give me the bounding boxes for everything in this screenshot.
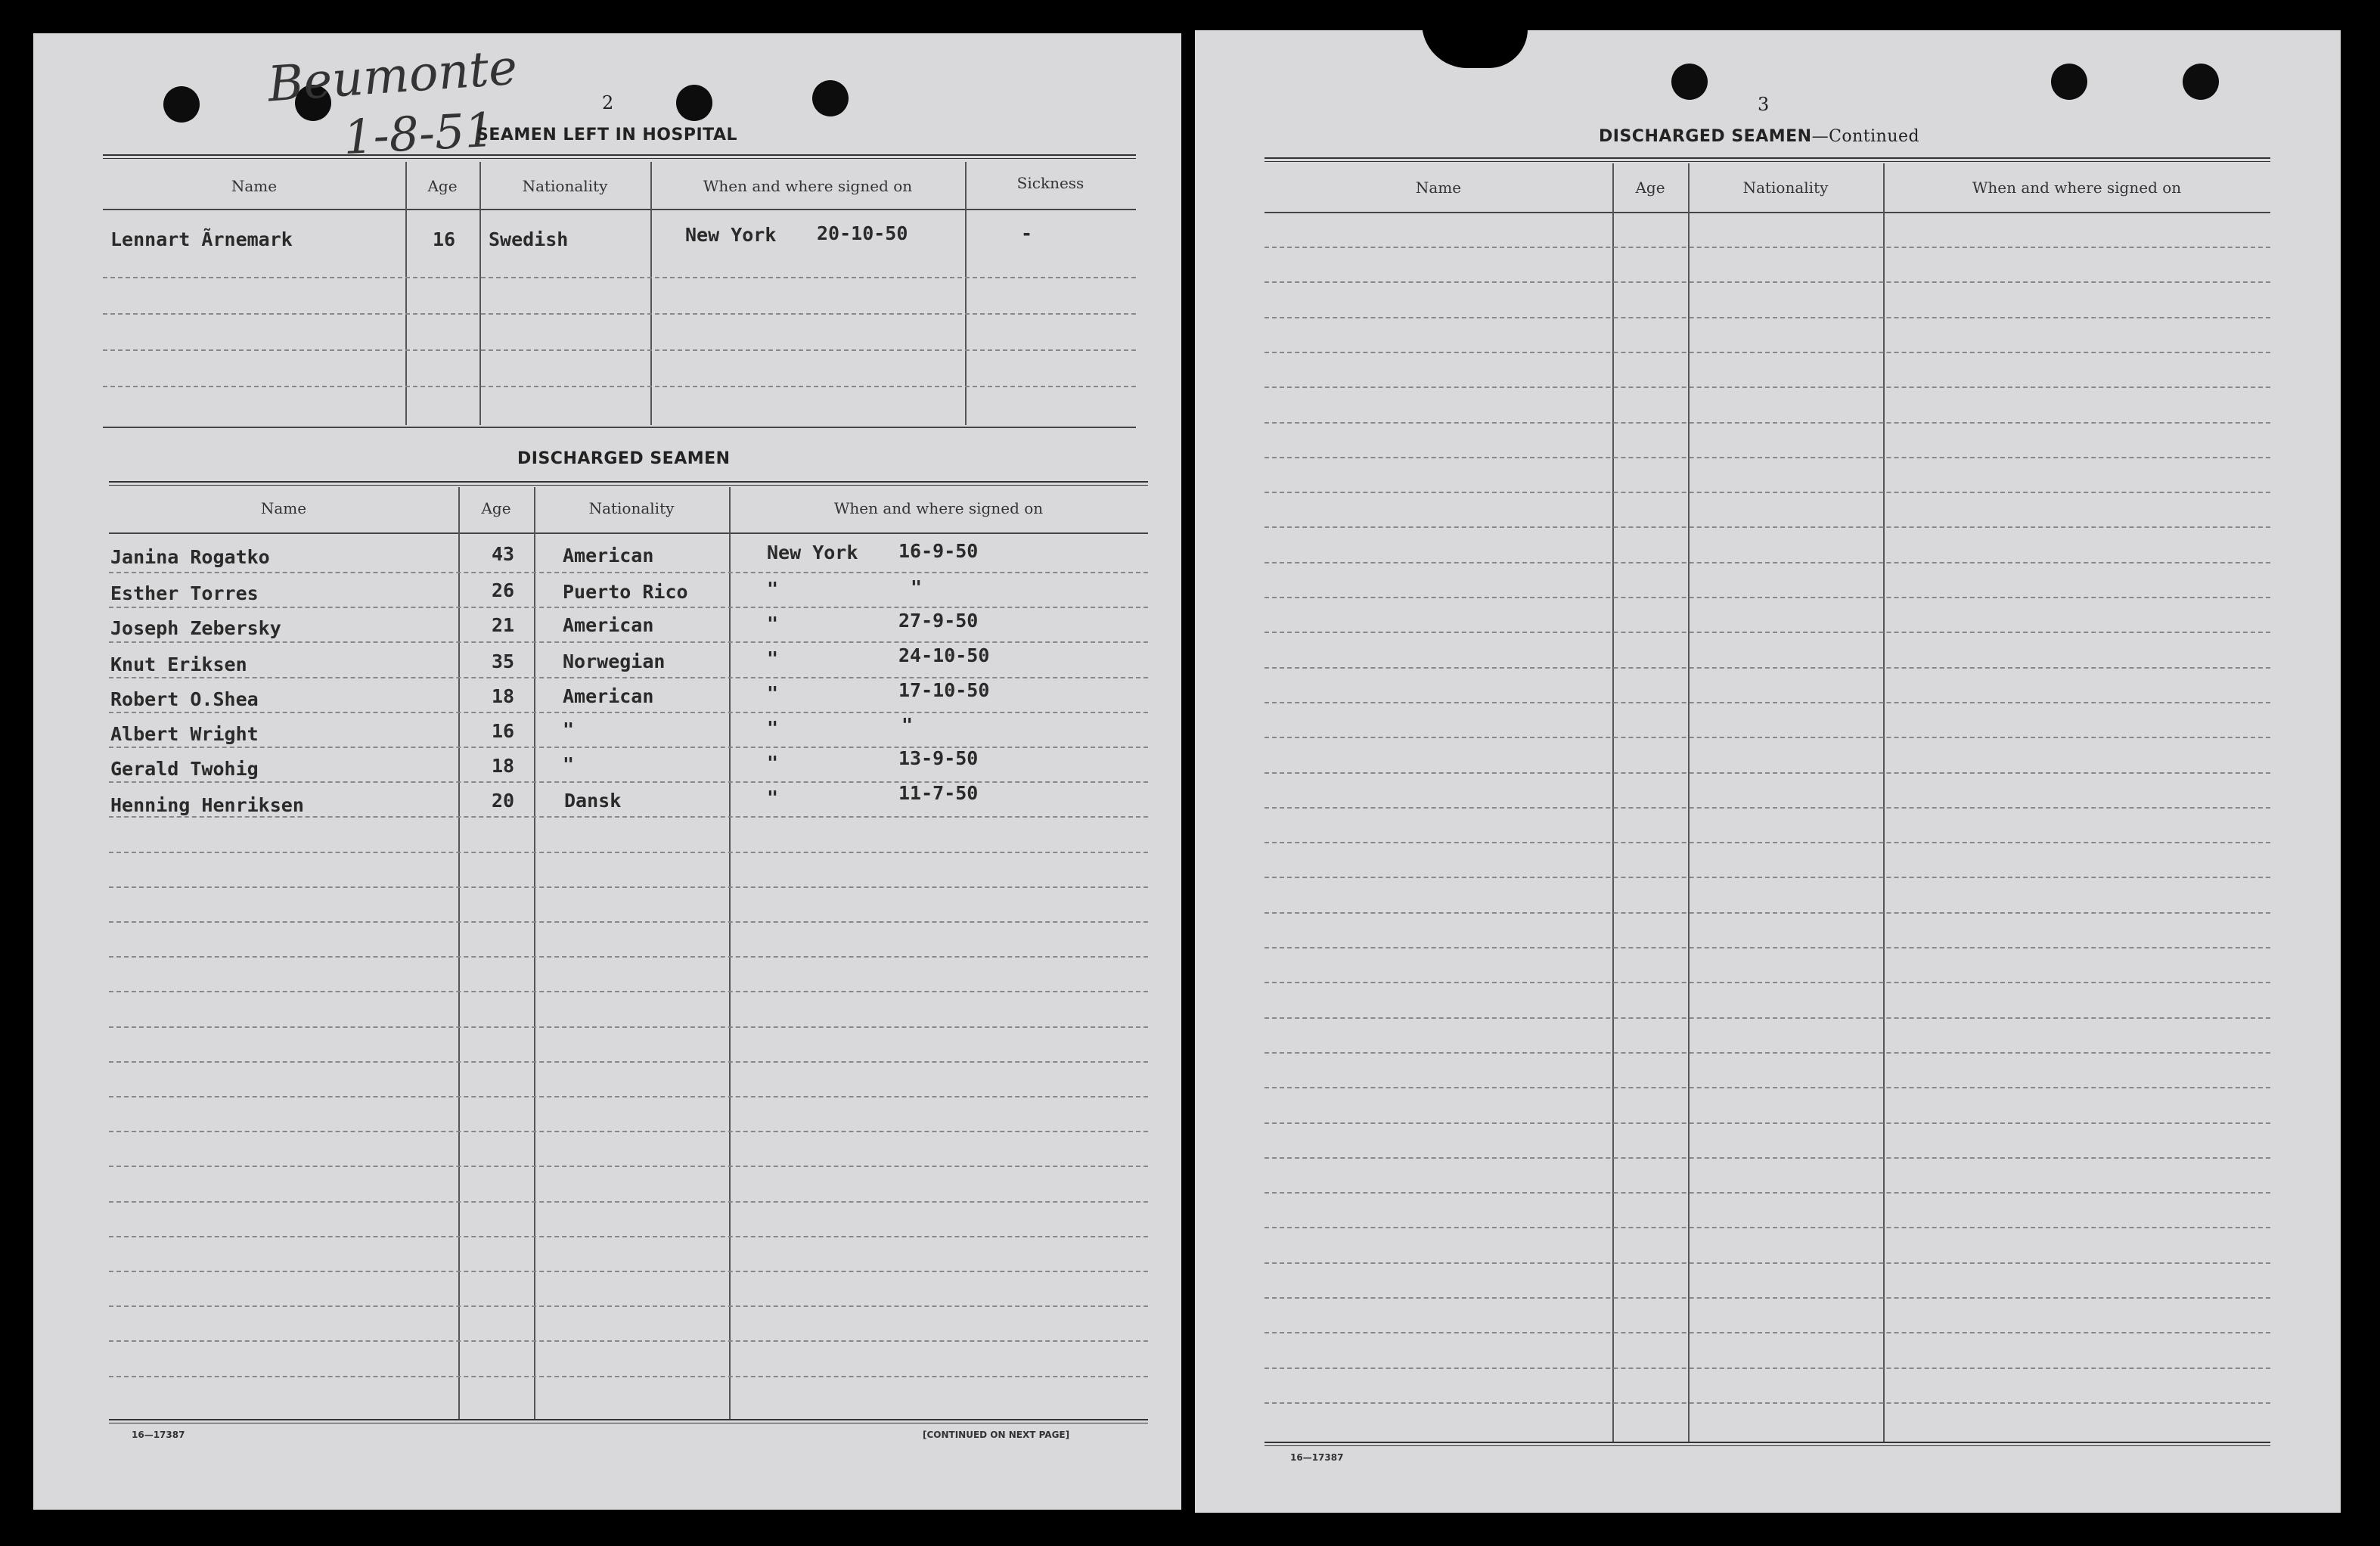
hospital-name: Lennart Ãrnemark [110,228,293,250]
row-line [1264,1017,2270,1019]
hospital-date: 20-10-50 [817,222,908,244]
row-line [109,1340,1148,1342]
handwritten-ship-name: Beumonte [265,39,520,113]
row-line [1264,1297,2270,1299]
seaman-place: " [767,717,779,739]
hospital-sickness: - [1021,222,1033,244]
top-rule [1264,157,2270,162]
row-line [109,1166,1148,1167]
row-line [109,572,1148,573]
punch-hole [2051,64,2087,100]
row-line [109,1026,1148,1028]
row-line [1264,492,2270,493]
row-line [1264,947,2270,948]
row-line [1264,737,2270,738]
col-header-age: Age [1635,179,1665,197]
row-line [1264,1122,2270,1124]
seaman-place: " [767,787,779,809]
seaman-age: 20 [492,790,515,812]
seaman-age: 18 [492,685,515,707]
row-line [1264,1332,2270,1333]
col-header-signed-on: When and where signed on [703,177,913,195]
seaman-name: Knut Eriksen [110,653,247,675]
row-line [1264,667,2270,669]
row-line [1264,1402,2270,1404]
seaman-place: " [767,647,779,669]
row-line [109,1305,1148,1307]
discharged-bottom-rule [109,1419,1148,1423]
row-line [109,852,1148,853]
col-header-sickness: Sickness [1016,174,1084,192]
col-header-nationality: Nationality [522,177,608,195]
page-number: 2 [602,92,614,113]
col-divider [458,487,460,1419]
seaman-date: 13-9-50 [898,747,979,769]
row-line [109,781,1148,783]
row-line [1264,632,2270,633]
seaman-date: 11-7-50 [898,782,979,804]
torn-edge [1422,23,1528,68]
row-line [109,607,1148,608]
seaman-nationality: " [563,719,575,740]
seaman-place: " [767,613,779,635]
row-line [1264,562,2270,563]
hospital-nationality: Swedish [489,228,569,250]
row-line [1264,807,2270,809]
row-line [1264,597,2270,598]
punch-hole [1671,64,1708,100]
row-line [109,1236,1148,1237]
row-line [1264,877,2270,878]
row-line [1264,526,2270,528]
right-page [1195,30,2341,1513]
seaman-nationality: American [563,685,654,707]
row-line [103,313,1136,315]
discharged-top-rule [109,481,1148,486]
seaman-nationality: Norwegian [563,650,666,672]
row-line [1264,912,2270,914]
seaman-nationality: American [563,545,654,567]
seaman-age: 43 [492,543,515,565]
row-line [1264,842,2270,843]
seaman-age: 18 [492,755,515,777]
col-header-age: Age [481,499,511,517]
seaman-name: Albert Wright [110,723,259,745]
col-header-name: Name [231,177,278,195]
hospital-header-rule [103,209,1136,210]
header-rule [1264,212,2270,213]
title-text: DISCHARGED SEAMEN [1599,127,1812,146]
row-line [109,956,1148,958]
row-line [109,1061,1148,1063]
row-line [103,277,1136,278]
row-line [109,1131,1148,1132]
row-line [1264,352,2270,353]
row-line [1264,1367,2270,1369]
seaman-age: 21 [492,614,515,636]
form-number: 16—17387 [1290,1452,1344,1463]
row-line [1264,772,2270,774]
seaman-nationality: American [563,614,654,636]
seaman-name: Joseph Zebersky [110,617,281,639]
form-number: 16—17387 [132,1430,185,1440]
row-line [109,1271,1148,1272]
col-divider [1688,163,1690,1443]
col-header-age: Age [427,177,458,195]
seaman-date: " [911,576,923,598]
handwritten-date: 1-8-51 [342,101,496,166]
col-divider [534,487,535,1419]
seaman-date: 24-10-50 [898,644,990,666]
hospital-age: 16 [433,228,456,250]
title-suffix: —Continued [1811,127,1920,146]
row-line [1264,982,2270,983]
seaman-name: Gerald Twohig [110,758,259,780]
row-line [1264,1192,2270,1194]
row-line [109,1376,1148,1377]
seaman-place: " [767,682,779,704]
row-line [1264,1052,2270,1054]
seaman-name: Janina Rogatko [110,546,270,568]
row-line [109,991,1148,992]
punch-hole [676,85,712,121]
row-line [1264,386,2270,388]
col-header-name: Name [260,499,307,517]
col-divider [1612,163,1614,1443]
row-line [1264,1262,2270,1264]
col-header-nationality: Nationality [1742,179,1829,197]
row-line [1264,281,2270,283]
seaman-name: Henning Henriksen [110,794,304,816]
seaman-date: 27-9-50 [898,610,979,632]
punch-hole [2183,64,2219,100]
row-line [103,349,1136,351]
bottom-rule [1264,1442,2270,1446]
row-line [1264,1157,2270,1159]
row-line [109,747,1148,748]
row-line [1264,702,2270,703]
seaman-age: 16 [492,720,515,742]
punch-hole [812,80,849,116]
seaman-place: " [767,578,779,600]
row-line [1264,247,2270,248]
left-page [33,33,1181,1510]
row-line [103,386,1136,387]
seaman-date: 17-10-50 [898,679,990,701]
col-header-signed-on: When and where signed on [1972,179,2182,197]
col-header-name: Name [1415,179,1462,197]
hospital-bottom-rule [103,427,1136,428]
seaman-name: Esther Torres [110,582,259,604]
seaman-date: " [901,714,914,736]
row-line [109,712,1148,713]
row-line [109,1096,1148,1097]
row-line [1264,1087,2270,1088]
hospital-top-rule [103,154,1136,159]
row-line [109,677,1148,678]
seaman-nationality: Dansk [564,790,622,812]
seaman-age: 35 [492,650,515,672]
discharged-continued-title [1599,127,1919,146]
row-line [109,921,1148,923]
col-divider [729,487,731,1419]
seaman-date: 16-9-50 [898,540,979,562]
continued-note: [CONTINUED ON NEXT PAGE] [923,1430,1070,1440]
seaman-place: New York [767,542,858,563]
row-line [109,886,1148,888]
seaman-nationality: Puerto Rico [563,581,688,603]
hospital-section-title: SEAMEN LEFT IN HOSPITAL [476,126,738,144]
row-line [109,641,1148,643]
punch-hole [163,86,200,123]
discharged-section-title: DISCHARGED SEAMEN [517,449,731,468]
col-header-nationality: Nationality [588,499,675,517]
discharged-header-rule [109,532,1148,534]
hospital-place: New York [685,224,777,246]
seaman-name: Robert O.Shea [110,688,259,710]
row-line [1264,317,2270,318]
col-header-signed-on: When and where signed on [833,499,1044,517]
col-divider [1883,163,1885,1443]
row-line [109,1201,1148,1203]
seaman-place: " [767,752,779,774]
row-line [109,816,1148,818]
row-line [1264,1227,2270,1228]
row-line [1264,422,2270,424]
row-line [1264,457,2270,458]
seaman-age: 26 [492,579,515,601]
seaman-nationality: " [563,753,575,775]
page-number: 3 [1758,94,1770,115]
